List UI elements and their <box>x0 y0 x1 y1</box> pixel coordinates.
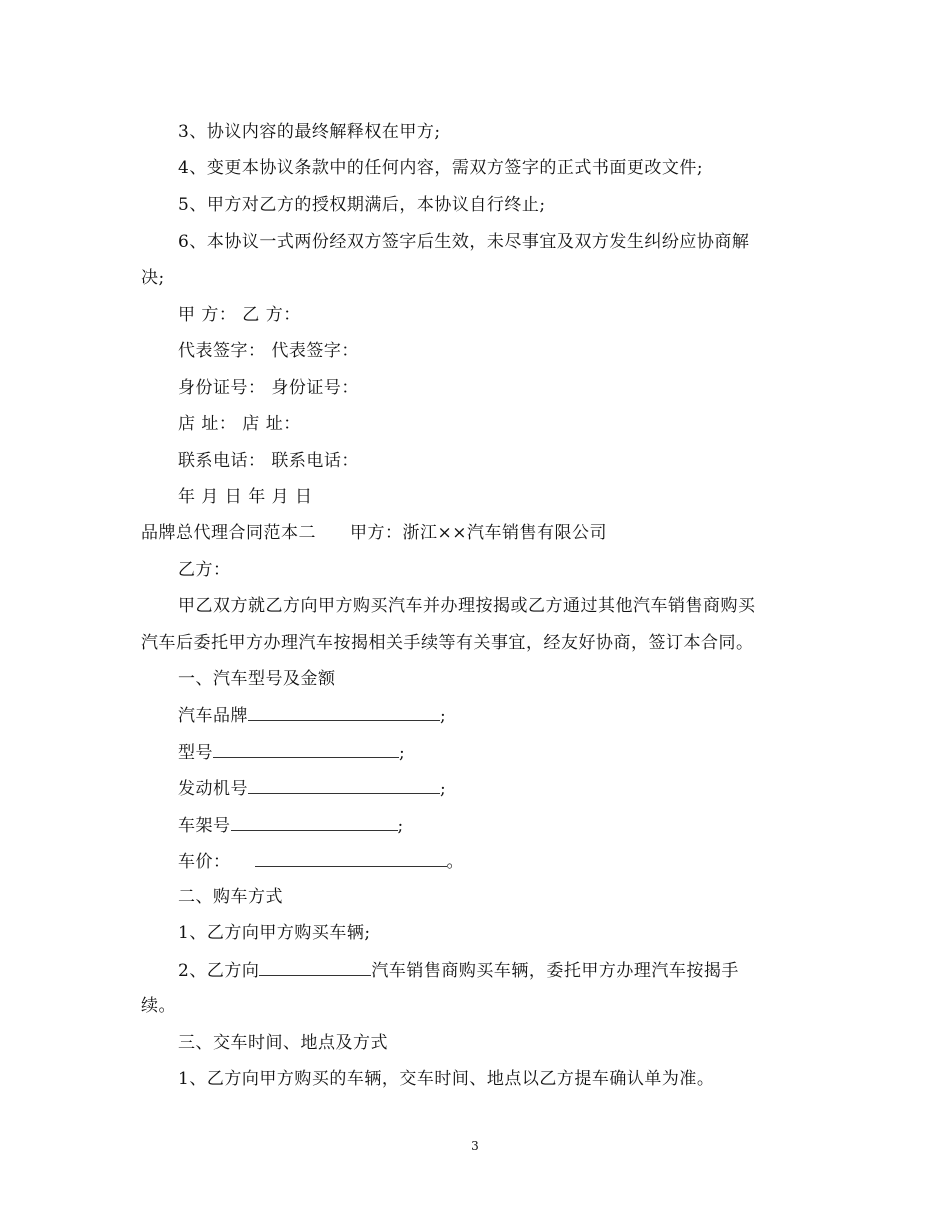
purchase-method-1: 1、乙方向甲方购买车辆; <box>178 923 371 943</box>
car-brand-blank <box>248 704 440 721</box>
section-3-heading: 三、交车时间、地点及方式 <box>178 1033 388 1053</box>
clause-6-line-1: 6、本协议一式两份经双方签字后生效，未尽事宜及双方发生纠纷应协商解 <box>178 232 750 252</box>
car-price-blank <box>255 850 447 867</box>
signature-party: 甲 方： 乙 方： <box>178 305 301 325</box>
section-2-heading: 二、购车方式 <box>178 887 283 907</box>
purchase-method-2-end: 续。 <box>141 996 176 1016</box>
signature-phone: 联系电话： 联系电话： <box>178 451 359 471</box>
frame-number-blank <box>231 814 398 831</box>
signature-representative: 代表签字： 代表签字： <box>178 341 359 361</box>
intro-line-1: 甲乙双方就乙方向甲方购买汽车并办理按揭或乙方通过其他汽车销售商购买 <box>178 596 756 616</box>
field-model <box>178 741 405 764</box>
field-car-price <box>178 850 464 873</box>
contract-title-line <box>141 522 607 544</box>
engine-number-end: ; <box>440 779 447 799</box>
model-blank <box>213 741 399 758</box>
intro-line-2: 汽车后委托甲方办理汽车按揭相关手续等有关事宜，经友好协商，签订本合同。 <box>141 633 754 653</box>
party-a: 甲方：浙江××汽车销售有限公司 <box>350 523 607 543</box>
engine-number-label: 发动机号 <box>178 779 248 799</box>
clause-5: 5、甲方对乙方的授权期满后，本协议自行终止; <box>178 195 546 215</box>
model-end: ; <box>399 743 406 763</box>
model-label: 型号 <box>178 743 213 763</box>
purchase-method-2-rest: 汽车销售商购买车辆，委托甲方办理汽车按揭手 <box>371 961 739 981</box>
purchase-method-2 <box>178 959 739 982</box>
signature-address: 店 址： 店 址： <box>178 414 301 434</box>
car-price-end: 。 <box>446 852 464 872</box>
frame-number-end: ; <box>397 816 404 836</box>
clause-3: 3、协议内容的最终解释权在甲方; <box>178 122 441 142</box>
section-1-heading: 一、汽车型号及金额 <box>178 669 336 689</box>
clause-4: 4、变更本协议条款中的任何内容，需双方签字的正式书面更改文件; <box>178 158 704 178</box>
car-brand-label: 汽车品牌 <box>178 706 248 726</box>
page-number: 3 <box>471 1139 479 1153</box>
party-b: 乙方： <box>178 560 231 580</box>
signature-id-number: 身份证号： 身份证号： <box>178 378 359 398</box>
field-frame-number <box>178 814 404 837</box>
contract-title: 品牌总代理合同范本二 <box>141 523 316 543</box>
purchase-method-2-start: 2、乙方向 <box>178 961 260 981</box>
dealer-blank <box>259 959 371 976</box>
engine-number-blank <box>248 777 440 794</box>
frame-number-label: 车架号 <box>178 816 231 836</box>
field-car-brand <box>178 704 446 727</box>
car-price-label: 车价： <box>178 852 231 872</box>
car-brand-end: ; <box>440 706 447 726</box>
delivery-clause-1: 1、乙方向甲方购买的车辆，交车时间、地点以乙方提车确认单为准。 <box>178 1069 715 1089</box>
field-engine-number <box>178 777 446 800</box>
clause-6-line-2: 决; <box>141 268 165 288</box>
signature-date: 年 月 日 年 月 日 <box>178 487 313 507</box>
